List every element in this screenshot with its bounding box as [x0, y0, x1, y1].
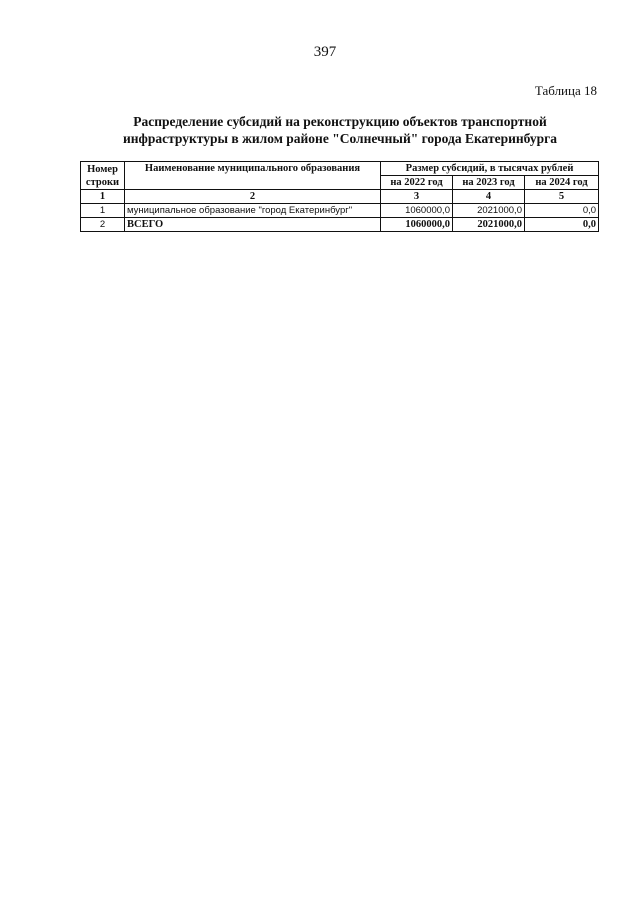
header-year-2022: на 2022 год [381, 176, 453, 190]
municipality-name: муниципальное образование "город Екатеринбург" [125, 204, 381, 218]
table-label: Таблица 18 [534, 83, 597, 98]
document-title-line-1: Распределение субсидий на реконструкцию объектов транспортной [133, 114, 547, 129]
row-number: 2 [81, 218, 125, 232]
total-2024: 0,0 [525, 218, 599, 232]
subsidy-2023: 2021000,0 [453, 204, 525, 218]
header-row-1 [81, 162, 599, 176]
column-number: 5 [525, 190, 599, 204]
subsidy-2024: 0,0 [525, 204, 599, 218]
header-year-2024: на 2024 год [525, 176, 599, 190]
column-number: 1 [81, 190, 125, 204]
header-row-number-line-1: Номер [87, 163, 118, 175]
header-row-number [81, 162, 125, 190]
document-title-line-2: инфраструктуры в жилом районе "Солнечный" города Екатеринбурга [122, 131, 558, 146]
header-municipality-name: Наименование муниципального образования [125, 162, 381, 190]
column-number: 3 [381, 190, 453, 204]
table-row [81, 204, 599, 218]
column-number-row [81, 190, 599, 204]
column-number: 2 [125, 190, 381, 204]
subsidy-table [80, 161, 599, 232]
total-label: ВСЕГО [125, 218, 381, 232]
document-title [80, 113, 600, 147]
row-number: 1 [81, 204, 125, 218]
page-number: 397 [313, 44, 337, 60]
header-row-number-line-2: строки [85, 176, 120, 188]
total-2022: 1060000,0 [381, 218, 453, 232]
column-number: 4 [453, 190, 525, 204]
subsidy-2022: 1060000,0 [381, 204, 453, 218]
header-subsidy-amount: Размер субсидий, в тысячах рублей [381, 162, 599, 176]
table-row-total [81, 218, 599, 232]
total-2023: 2021000,0 [453, 218, 525, 232]
header-year-2023: на 2023 год [453, 176, 525, 190]
